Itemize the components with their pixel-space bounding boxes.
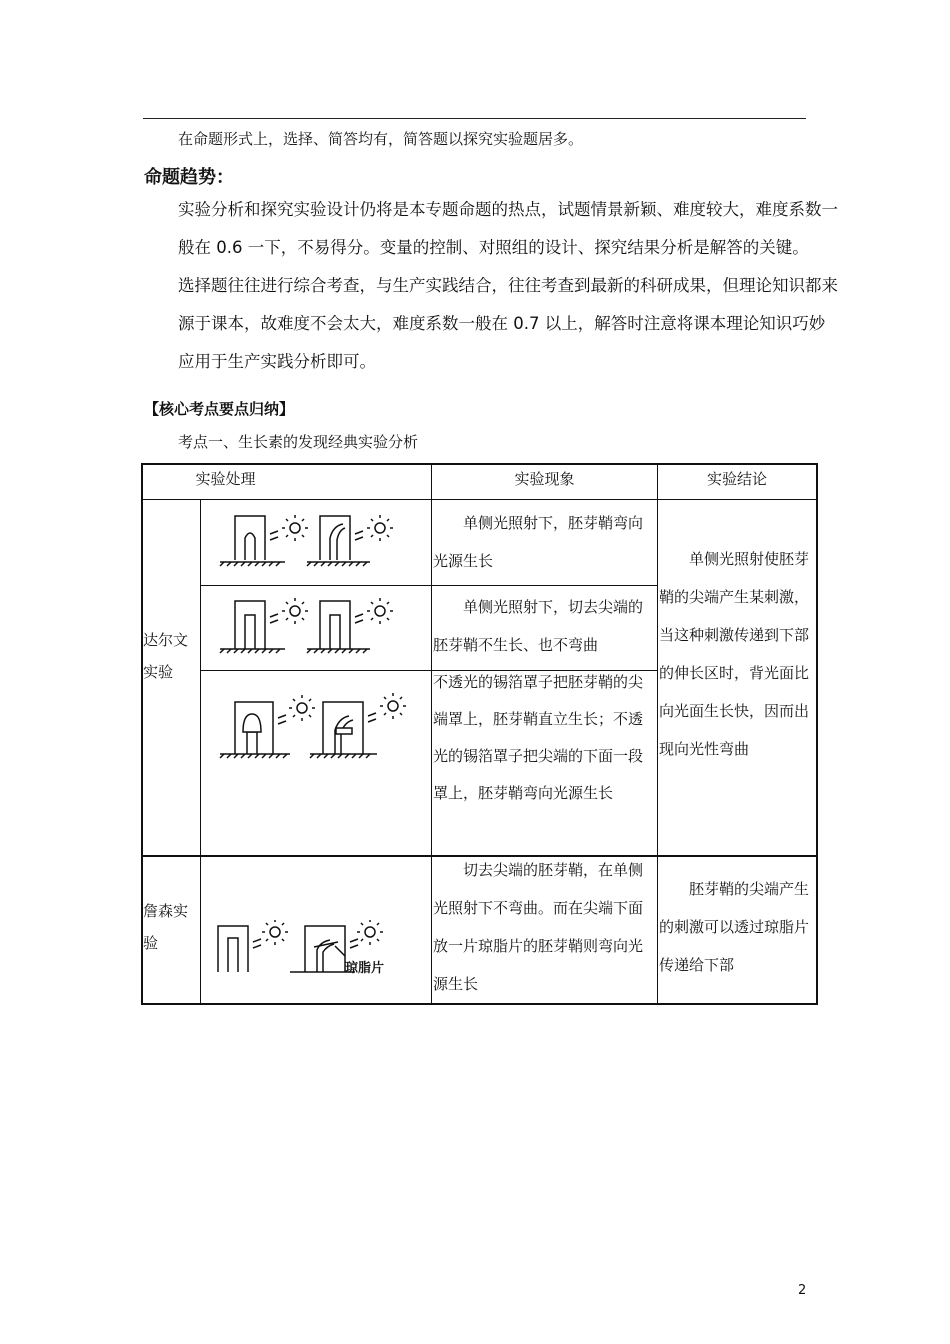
jensen-phenomenon: 切去尖端的胚芽鞘，在单侧光照射下不弯曲。而在尖端下面放一片琼脂片的胚芽鞘则弯向光源生长	[433, 861, 644, 993]
darwin-name: 达尔文实验	[143, 631, 189, 681]
trend-paragraph-1	[144, 191, 840, 267]
darwin-figure-3	[215, 690, 420, 770]
trend-paragraph-1-text: 实验分析和探究实验设计仍将是本专题命题的热点，试题情景新颖、难度较大，难度系数一般在 0.6 一下，不易得分。变量的控制、对照组的设计、探究结果分析是解答的关键。	[178, 200, 838, 257]
trend-heading: 命题趋势：	[144, 167, 234, 188]
core-heading: 【核心考点要点归纳】	[144, 400, 295, 418]
header-treatment: 实验处理	[195, 470, 256, 488]
trend-paragraph-2	[144, 267, 840, 381]
jensen-conclusion: 胚芽鞘的尖端产生的刺激可以透过琼脂片传递给下部	[659, 880, 810, 974]
darwin-row2-phenomenon: 单侧光照射下，切去尖端的胚芽鞘不生长、也不弯曲	[433, 598, 644, 654]
trend-paragraph-2-text: 选择题往往进行综合考查，与生产实践结合，往往考查到最新的科研成果，但理论知识都来源于课本，故难度不会太大，难度系数一般在 0.7 以上，解答时注意将课本理论知识巧妙应用于生产实践分析即可。	[178, 276, 838, 371]
darwin-row1-phenomenon: 单侧光照射下，胚芽鞘弯向光源生长	[433, 514, 644, 570]
page-number: 2	[798, 1283, 807, 1298]
jensen-name: 詹森实验	[143, 902, 189, 952]
darwin-conclusion: 单侧光照射使胚芽鞘的尖端产生某刺激，当这种刺激传递到下部的伸长区时，背光面比向光面生长快，因而出现向光性弯曲	[659, 550, 810, 758]
agar-label: 琼脂片	[345, 961, 385, 976]
darwin-figure-1	[215, 508, 420, 580]
header-phenomenon: 实验现象	[514, 470, 575, 488]
intro-line: 在命题形式上，选择、简答均有，简答题以探究实验题居多。	[178, 130, 584, 148]
header-rule	[143, 118, 806, 119]
point-1-title: 考点一、生长素的发现经典实验分析	[178, 433, 419, 451]
darwin-row3-phenomenon: 不透光的锡箔罩子把胚芽鞘的尖端罩上，胚芽鞘直立生长；不透光的锡箔罩子把尖端的下面一段罩上，胚芽鞘弯向光源生长	[433, 673, 644, 802]
darwin-figure-2	[215, 593, 420, 665]
header-conclusion: 实验结论	[706, 470, 767, 488]
